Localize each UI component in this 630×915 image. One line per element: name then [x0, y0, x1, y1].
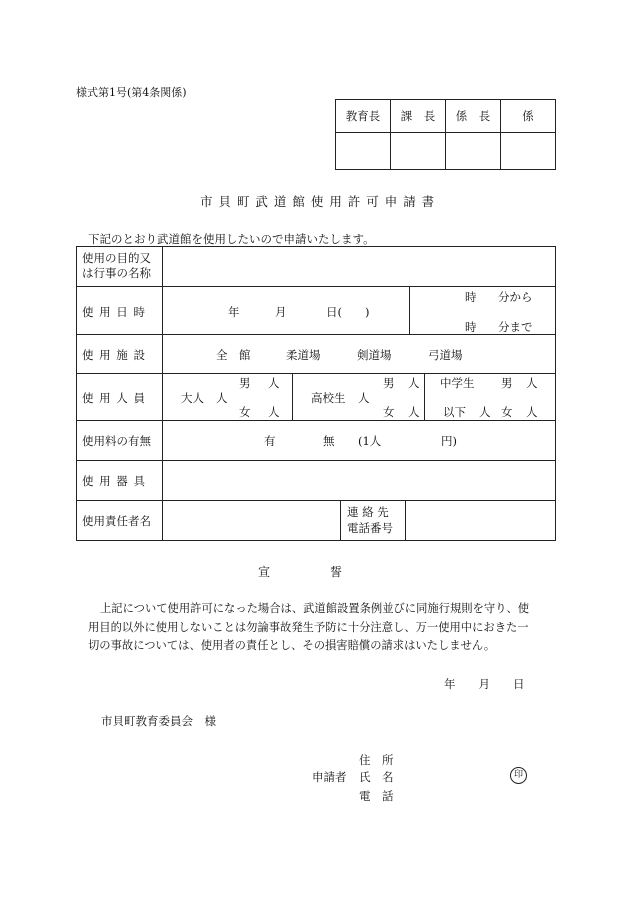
applicant-role-label: 申請者	[312, 770, 347, 784]
oath-body	[88, 600, 529, 656]
applicant-phone-label: 電 話	[359, 789, 394, 803]
highschool-label: 高校生	[311, 391, 346, 405]
juniorhigh-female-label: 女	[501, 405, 513, 419]
below-person-unit: 人	[479, 405, 491, 419]
purpose-label: 使用の目的又 は行事の名称	[82, 251, 151, 280]
fee-yes[interactable]: 有	[264, 434, 276, 448]
below-label: 以下	[443, 405, 466, 419]
approval-header-kyoikucho: 教育長	[336, 100, 391, 133]
equipment-field[interactable]	[164, 462, 554, 499]
approval-header-kakari: 係	[501, 100, 556, 133]
adult-female-unit: 人	[268, 405, 280, 419]
juniorhigh-female-unit: 人	[526, 405, 538, 419]
approval-header-kakaricho: 係 長	[446, 100, 501, 133]
adult-female-label: 女	[239, 405, 251, 419]
time-to-hour: 時	[465, 320, 477, 334]
intro-text: 下記のとおり武道館を使用したいので申請いたします。	[88, 232, 375, 246]
people-label: 使 用 人 員	[82, 391, 146, 405]
juniorhigh-label: 中学生	[440, 376, 475, 390]
oath-line: 切の事故については、使用者の責任とし、その損害賠償の請求はいたしません。	[88, 639, 496, 652]
fee-no[interactable]: 無	[323, 434, 335, 448]
approval-header-kacho: 課 長	[391, 100, 446, 133]
fee-label: 使用料の有無	[82, 434, 151, 448]
seal-icon: 印	[510, 767, 527, 784]
highschool-male-unit: 人	[408, 376, 420, 390]
form-number: 様式第1号(第4条関係)	[76, 86, 187, 99]
purpose-field[interactable]	[164, 248, 554, 285]
applicant-name-label: 氏 名	[359, 770, 394, 784]
date-line: 年 月 日	[444, 677, 525, 691]
adult-male-label: 男	[239, 376, 251, 390]
applicant-address-label: 住 所	[359, 753, 394, 767]
adult-label: 大人	[181, 391, 204, 405]
datetime-day: 日( )	[326, 305, 370, 319]
equipment-label: 使 用 器 具	[82, 474, 146, 488]
datetime-label: 使 用 日 時	[82, 305, 146, 319]
contact-phone-field[interactable]	[407, 502, 554, 539]
datetime-year: 年	[228, 305, 240, 319]
highschool-female-unit: 人	[408, 405, 420, 419]
adult-person-unit: 人	[216, 391, 228, 405]
highschool-male-label: 男	[383, 376, 395, 390]
highschool-person-unit: 人	[358, 391, 370, 405]
oath-line: 上記について使用許可になった場合は、武道館設置条例並びに同施行規則を守り、使	[100, 602, 530, 615]
fee-per-person: (1人	[358, 434, 382, 448]
time-from-hour: 時	[465, 290, 477, 304]
facility-option-kyudo[interactable]: 弓道場	[428, 348, 463, 362]
facility-option-judo[interactable]: 柔道場	[286, 348, 321, 362]
highschool-female-label: 女	[383, 405, 395, 419]
datetime-month: 月	[275, 305, 287, 319]
fee-yen: 円)	[441, 434, 457, 448]
facility-label: 使 用 施 設	[82, 348, 146, 362]
time-to: 分まで	[498, 320, 533, 334]
facility-option-kendo[interactable]: 剣道場	[357, 348, 392, 362]
contact-label: 連 絡 先 電話番号	[347, 505, 393, 535]
juniorhigh-male-label: 男	[501, 376, 513, 390]
responsible-label: 使用責任者名	[82, 514, 151, 528]
time-from: 分から	[498, 290, 533, 304]
oath-title: 宣 誓	[258, 565, 343, 579]
adult-male-unit: 人	[268, 376, 280, 390]
juniorhigh-male-unit: 人	[526, 376, 538, 390]
responsible-field[interactable]	[164, 502, 339, 539]
addressee: 市貝町教育委員会 様	[101, 714, 216, 728]
form-title: 市 貝 町 武 道 館 使 用 許 可 申 請 書	[200, 194, 436, 209]
facility-option-all[interactable]: 全 館	[216, 348, 251, 362]
oath-line: 用目的以外に使用しないことは勿論事故発生予防に十分注意し、万一使用中におきた一	[88, 620, 529, 634]
